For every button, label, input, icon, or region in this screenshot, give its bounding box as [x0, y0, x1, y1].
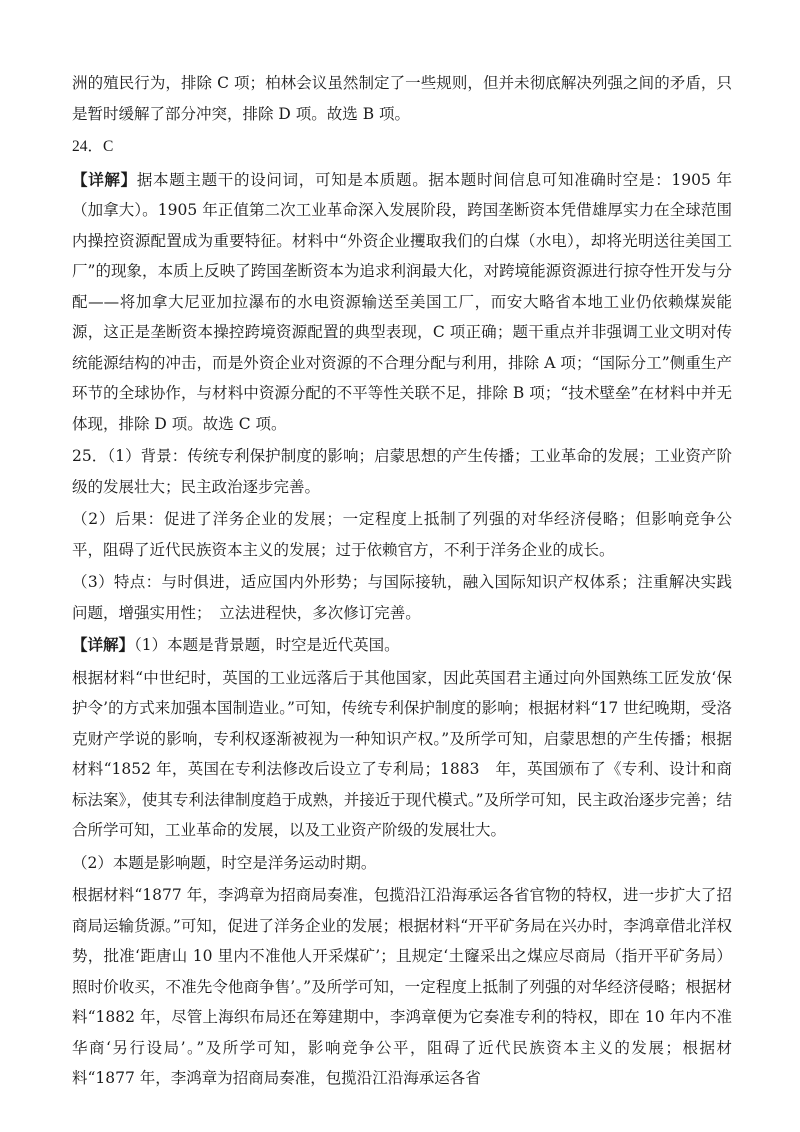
- explanation-25-part2-body: 根据材料“1877 年，李鸿章为招商局奏准，包揽沿江沿海承运各省官物的特权，进一步扩大了招商局运输货源。”可知，促进了洋务企业的发展；根据材料“开平矿务局在兴办时，李鸿章借北洋权势，批准‘距唐山 10 里内不准他人开采煤矿’；且规定‘土窿采出之煤应尽商局（指开平矿务局）照时价收买，不准先令他商争售’。”及所学可知，一定程度上抵制了列强的对华经济侵略；根据材料“1882 年，尽管上海织布局还在筹建期中，李鸿章便为它奏准专利的特权，即在 10 年内不准华商‘另行设局’。”及所学可知，影响竞争公平，阻碍了近代民族资本主义的发展；根据材料“1877 年，李鸿章为招商局奏准，包揽沿江沿海承运各省: [72, 886, 732, 1087]
- document-page: [72, 68, 732, 1096]
- answer-25-part3: （3）特点：与时俱进，适应国内外形势；与国际接轨，融入国际知识产权体系；注重解决实践问题，增强实用性； 立法进程快，多次修订完善。: [72, 573, 732, 622]
- explanation-25-heading: 【详解】（1）本题是背景题，时空是近代英国。: [72, 635, 400, 654]
- answer-24: 24．C: [72, 138, 114, 155]
- explanation-24: 【详解】据本题主题干的设问词，可知是本质题。据本题时间信息可知准确时空是：1905 年（加拿大）。1905 年正值第二次工业革命深入发展阶段，跨国垄断资本凭借雄厚实力在全球范围内操控资源配置成为重要特征。材料中“外资企业攫取我们的白煤（水电），却将光明送往美国工厂”的现象，本质上反映了跨国垄断资本为追求利润最大化，对跨境能源资源进行掠夺性开发与分配——将加拿大尼亚加拉瀑布的水电资源输送至美国工厂，而安大略省本地工业仍依赖煤炭能源，这正是垄断资本操控跨境资源配置的典型表现，C 项正确；题干重点并非强调工业文明对传统能源结构的冲击，而是外资企业对资源的不合理分配与利用，排除 A 项；“国际分工”侧重生产环节的全球协作，与材料中资源分配的不平等性关联不足，排除 B 项；“技术壁垒”在材料中并无体现，排除 D 项。故选 C 项。: [72, 169, 732, 433]
- explanation-25-part2-heading: （2）本题是影响题，时空是洋务运动时期。: [72, 853, 377, 872]
- explanation-25-part1-body: 根据材料“中世纪时，英国的工业远落后于其他国家，因此英国君主通过向外国熟练工匠发放‘保护令’的方式来加强本国制造业。”可知，传统专利保护制度的影响；根据材料“17 世纪晚期，受洛克财产学说的影响，专利权逐渐被视为一种知识产权。”及所学可知，启蒙思想的产生传播；根据材料“1852 年，英国在专利法修改后设立了专利局；1883 年，英国颁布了《专利、设计和商标法案》，使其专利法律制度趋于成熟，并接近于现代模式。”及所学可知，民主政治逐步完善；结合所学可知，工业革命的发展，以及工业资产阶级的发展壮大。: [72, 668, 732, 839]
- paragraph-b-choice-explanation: 洲的殖民行为，排除 C 项；柏林会议虽然制定了一些规则，但并未彻底解决列强之间的矛盾，只是暂时缓解了部分冲突，排除 D 项。故选 B 项。: [72, 74, 732, 123]
- answer-25-part1: 25．（1）背景：传统专利保护制度的影响；启蒙思想的产生传播；工业革命的发展；工业资产阶级的发展壮大；民主政治逐步完善。: [72, 447, 732, 496]
- detail-label: 【详解】: [72, 169, 137, 189]
- answer-25-part2: （2）后果：促进了洋务企业的发展；一定程度上抵制了列强的对华经济侵略；但影响竞争公平，阻碍了近代民族资本主义的发展；过于依赖官方，不利于洋务企业的成长。: [72, 510, 732, 559]
- detail-label: 【详解】: [72, 635, 135, 654]
